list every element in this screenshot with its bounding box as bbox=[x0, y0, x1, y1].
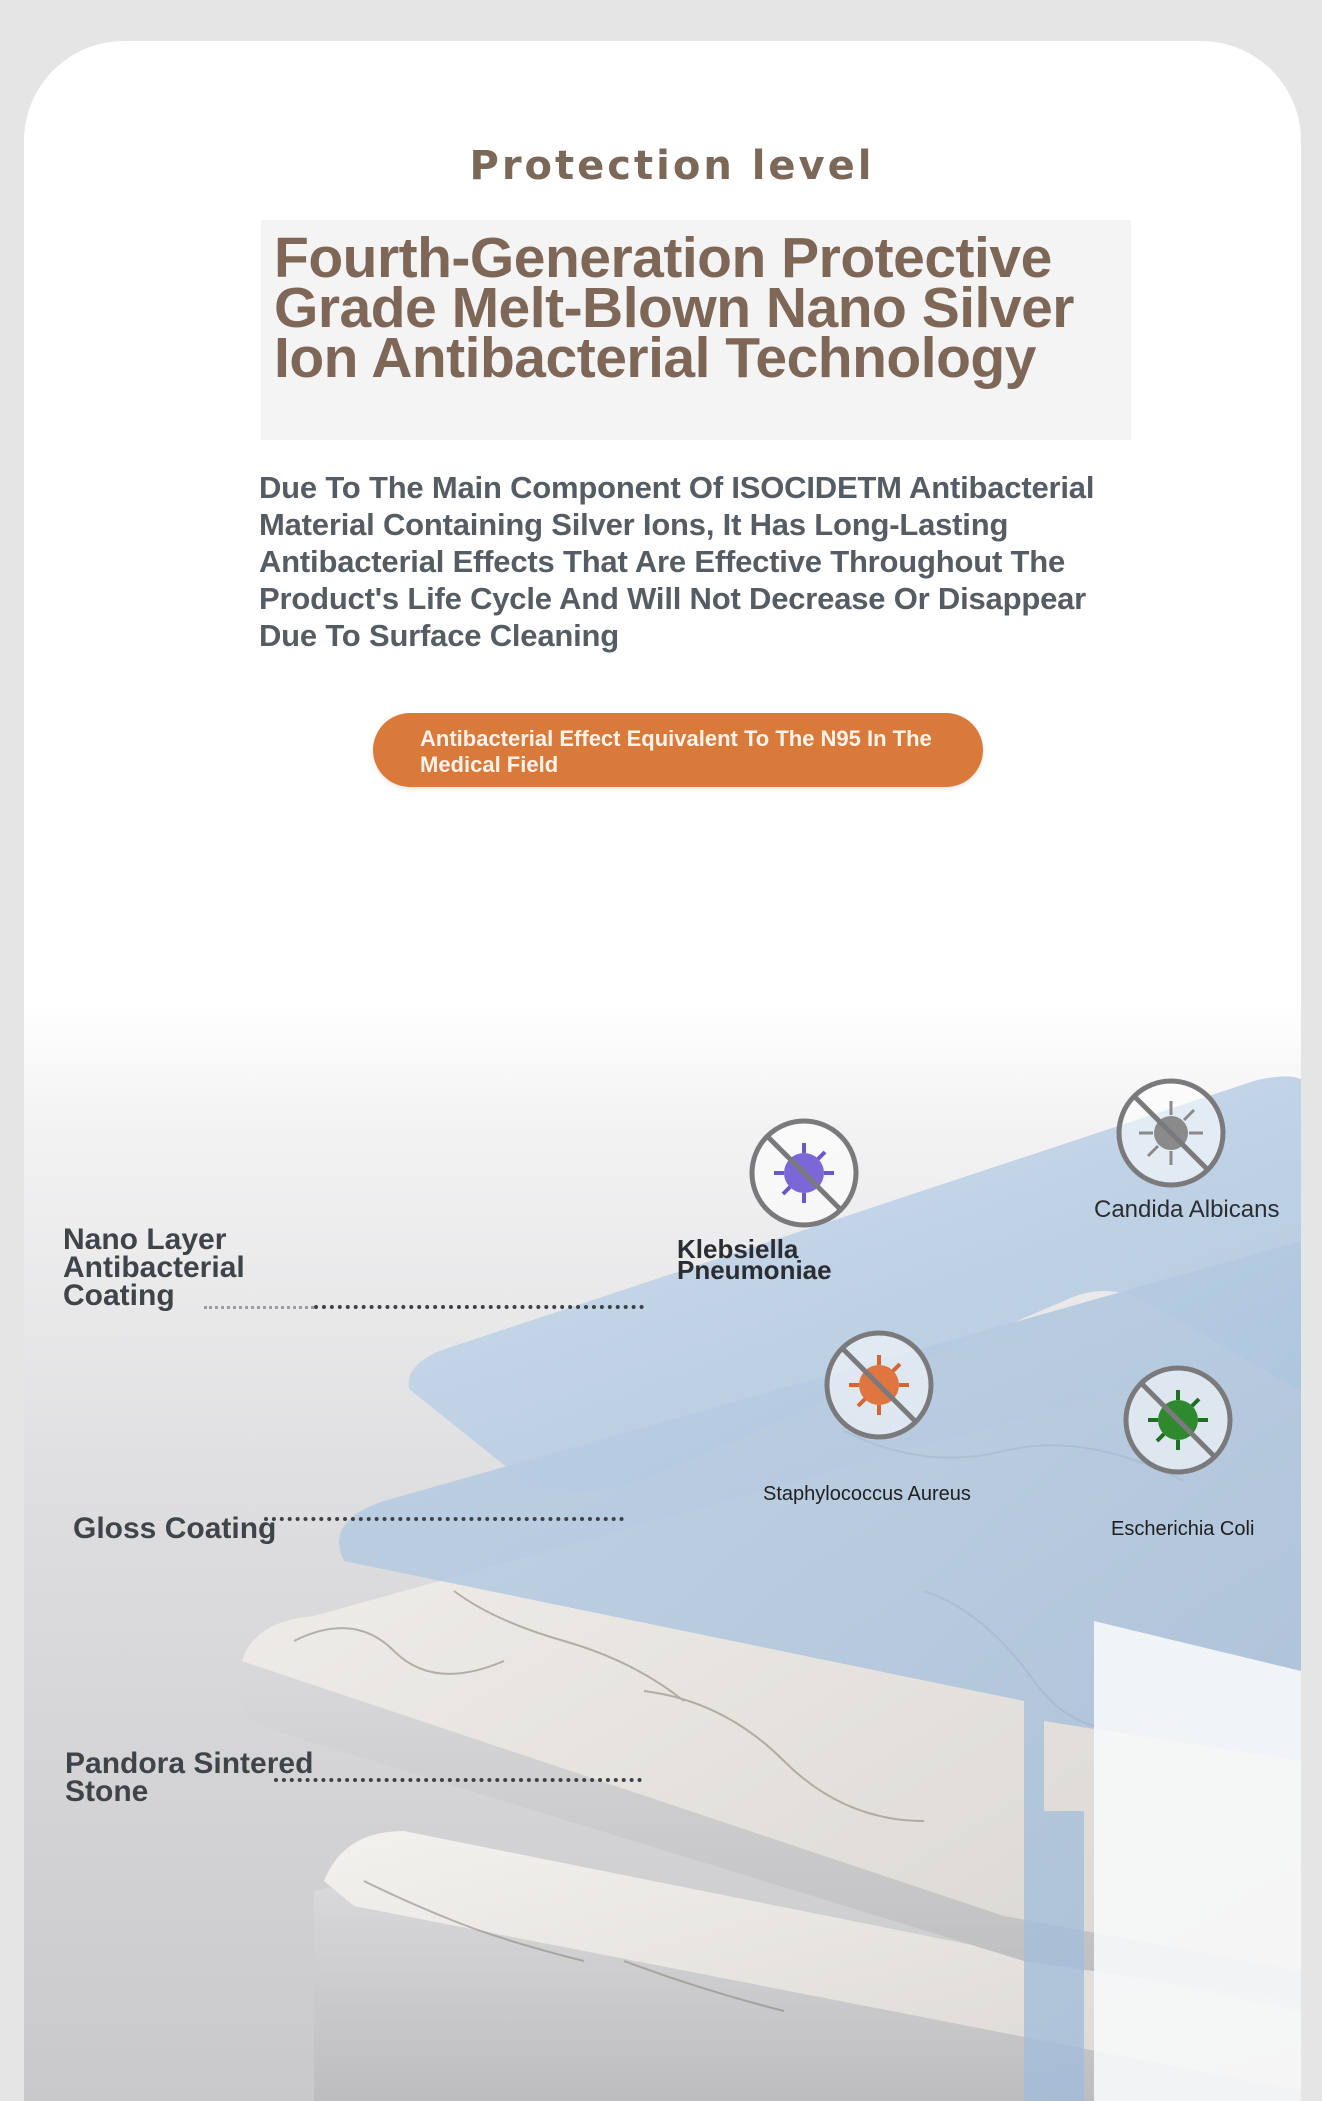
content-card bbox=[24, 41, 1301, 2101]
layer-label-nano: Nano Layer Antibacterial Coating bbox=[63, 1223, 245, 1312]
green-virus-prohibited-icon bbox=[1122, 1364, 1234, 1476]
leader-line-stone bbox=[274, 1778, 642, 1782]
germ-name-candida: Candida Albicans bbox=[1094, 1196, 1280, 1223]
headline: Fourth-Generation Protective Grade Melt-Blown Nano Silver Ion Antibacterial Technology bbox=[274, 226, 1074, 390]
layer-label-gloss: Gloss Coating bbox=[73, 1512, 277, 1545]
gray-virus-prohibited-icon bbox=[1115, 1077, 1227, 1189]
leader-line-gloss bbox=[264, 1517, 624, 1521]
germ-name-staphylococcus: Staphylococcus Aureus bbox=[763, 1483, 971, 1505]
purple-virus-prohibited-icon bbox=[748, 1117, 860, 1229]
product-layers-illustration bbox=[24, 1001, 1301, 2101]
badge-text: Antibacterial Effect Equivalent To The N95 In The Medical Field bbox=[420, 726, 932, 777]
layer-label-stone: Pandora Sintered Stone bbox=[65, 1747, 314, 1808]
description-text: Due To The Main Component Of ISOCIDETM Antibacterial Material Containing Silver Ions, It Has Long-Lasting Antibacterial Effects That Are Effective Throughout The Product's Life Cycle And Will Not Decrease Or Disappear Due To Surface Cleaning bbox=[259, 470, 1095, 653]
leader-line-nano bbox=[314, 1305, 644, 1309]
orange-virus-prohibited-icon bbox=[823, 1329, 935, 1441]
germ-name-ecoli: Escherichia Coli bbox=[1111, 1518, 1255, 1540]
germ-name-klebsiella: Klebsiella Pneumoniae bbox=[677, 1234, 832, 1285]
n95-badge bbox=[373, 713, 983, 787]
section-label: Protection level bbox=[469, 143, 875, 189]
window-highlight bbox=[1094, 1621, 1301, 2101]
leader-line-nano-fade bbox=[204, 1306, 314, 1309]
layers-graphic bbox=[24, 1001, 1301, 2101]
